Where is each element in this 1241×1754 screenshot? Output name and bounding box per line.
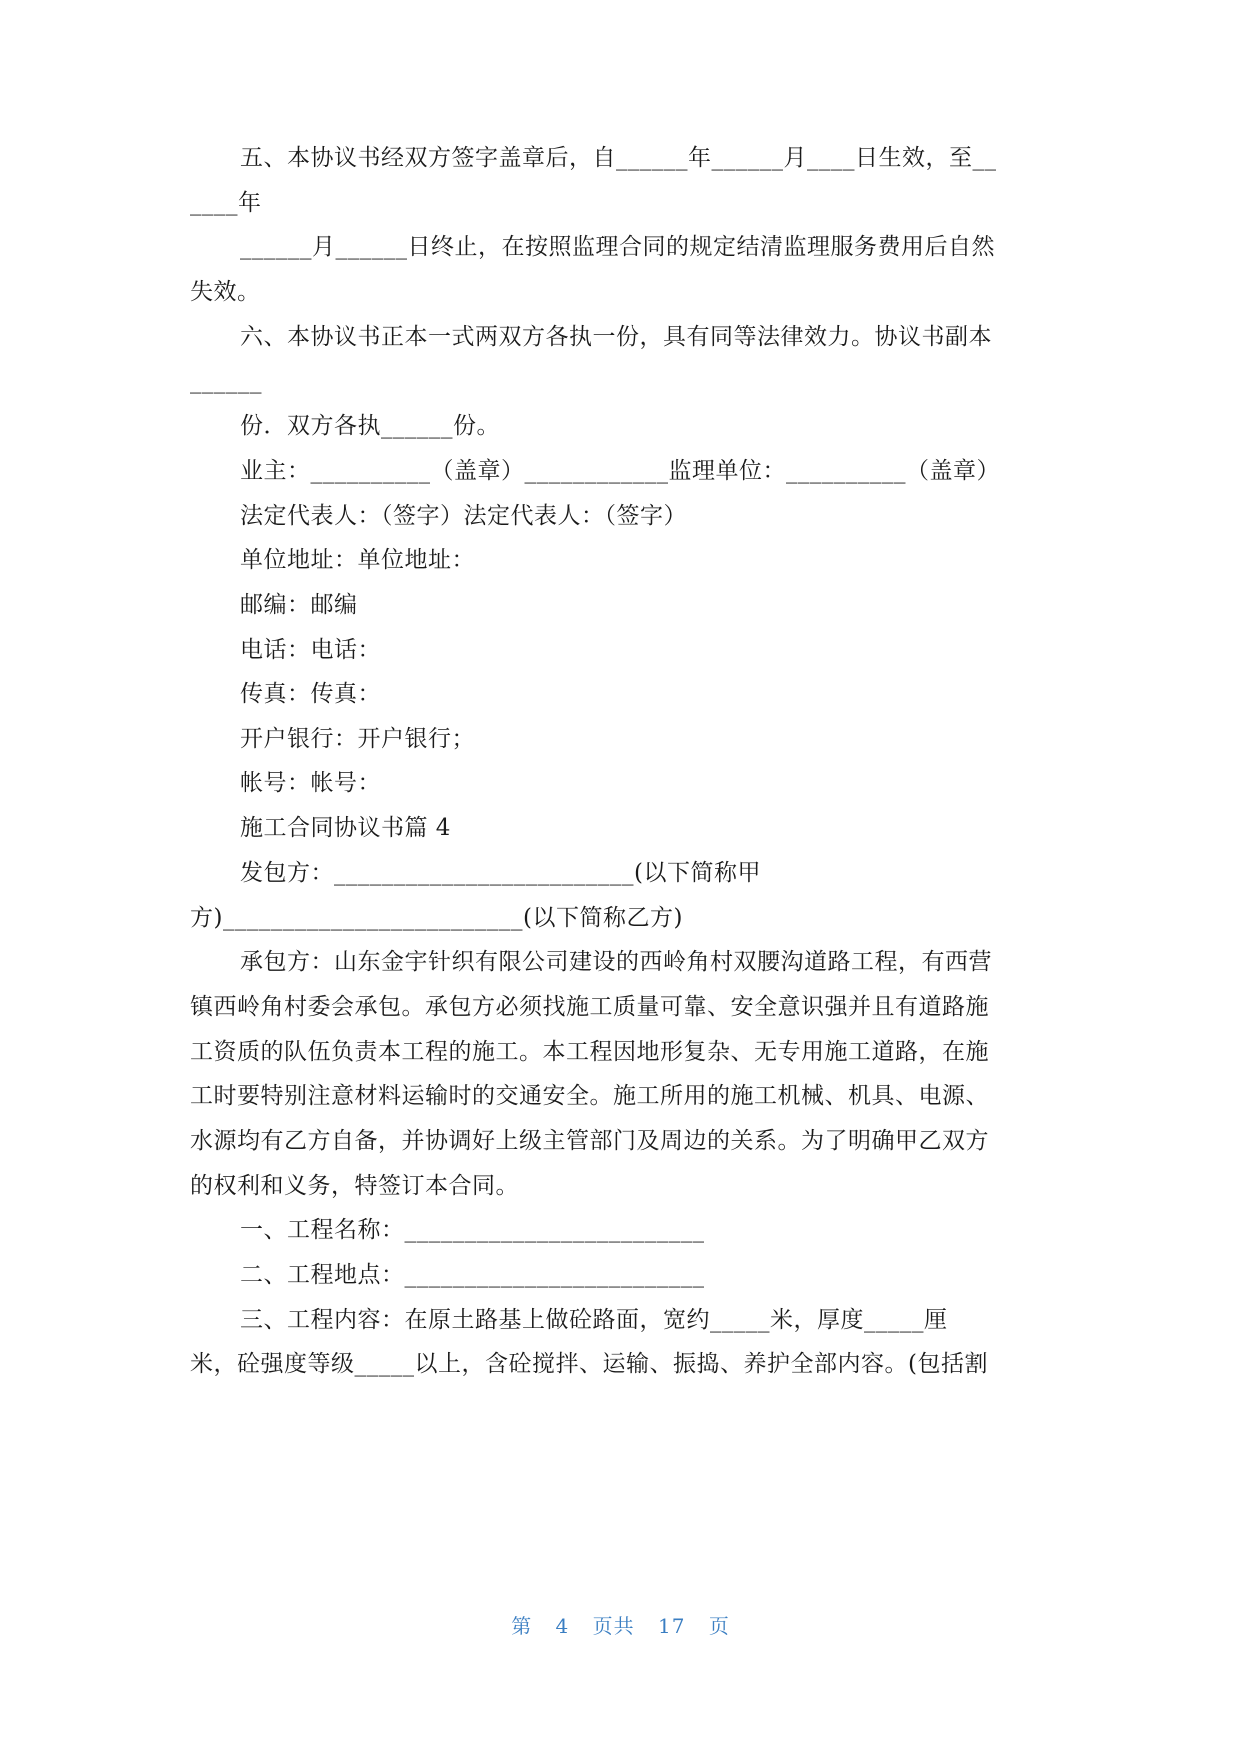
paragraph-line: 业主：__________（盖章）____________监理单位：__________（盖章） [240, 458, 1000, 484]
paragraph-line: 失效。 [190, 279, 261, 305]
section-heading: 施工合同协议书篇 4 [240, 815, 451, 841]
paragraph-line: 传真：传真： [240, 681, 381, 707]
paragraph-line: 一、工程名称：_________________________ [240, 1217, 705, 1243]
footer-suffix: 页 [708, 1614, 730, 1638]
paragraph-line: 工资质的队伍负责本工程的施工。本工程因地形复杂、无专用施工道路，在施 [190, 1039, 989, 1065]
paragraph-line: 三、工程内容：在原土路基上做砼路面，宽约_____米，厚度_____厘 [240, 1307, 948, 1333]
footer-page-number: 4 [555, 1614, 570, 1638]
paragraph-line: 法定代表人：（签字）法定代表人：（签字） [240, 503, 687, 529]
paragraph-line: 发包方：_________________________(以下简称甲 [240, 860, 761, 886]
paragraph-line: 六、本协议书正本一式两双方各执一份，具有同等法律效力。协议书副本 [240, 324, 992, 350]
paragraph-line: 水源均有乙方自备，并协调好上级主管部门及周边的关系。为了明确甲乙双方 [190, 1128, 989, 1154]
paragraph-line: 镇西岭角村委会承包。承包方必须找施工质量可靠、安全意识强并且有道路施 [190, 994, 989, 1020]
paragraph-line: 帐号：帐号： [240, 770, 381, 796]
paragraph-line: ______月______日终止，在按照监理合同的规定结清监理服务费用后自然 [240, 234, 995, 260]
paragraph-line: 邮编：邮编 [240, 592, 358, 618]
page-footer [0, 1610, 1241, 1639]
footer-middle: 页共 [592, 1614, 635, 1638]
paragraph-line: 二、工程地点：_________________________ [240, 1262, 705, 1288]
paragraph-line: 工时要特别注意材料运输时的交通安全。施工所用的施工机械、机具、电源、 [190, 1083, 989, 1109]
footer-prefix: 第 [511, 1614, 533, 1638]
paragraph-line: 份．双方各执______份。 [240, 413, 500, 439]
paragraph-line: 五、本协议书经双方签字盖章后，自______年______月____日生效，至__ [240, 145, 997, 171]
paragraph-line: ____年 [190, 190, 262, 216]
paragraph-line: 米，砼强度等级_____以上，含砼搅拌、运输、振捣、养护全部内容。(包括割 [190, 1351, 988, 1377]
paragraph-line: ______ [190, 368, 262, 394]
paragraph-line: 单位地址：单位地址： [240, 547, 475, 573]
paragraph-line: 的权利和义务，特签订本合同。 [190, 1173, 519, 1199]
footer-total-pages: 17 [658, 1614, 686, 1638]
paragraph-line: 电话：电话： [240, 637, 381, 663]
paragraph-line: 方)_________________________(以下简称乙方) [190, 905, 683, 931]
paragraph-line: 开户银行：开户银行； [240, 726, 475, 752]
paragraph-line: 承包方：山东金宇针织有限公司建设的西岭角村双腰沟道路工程，有西营 [240, 949, 992, 975]
